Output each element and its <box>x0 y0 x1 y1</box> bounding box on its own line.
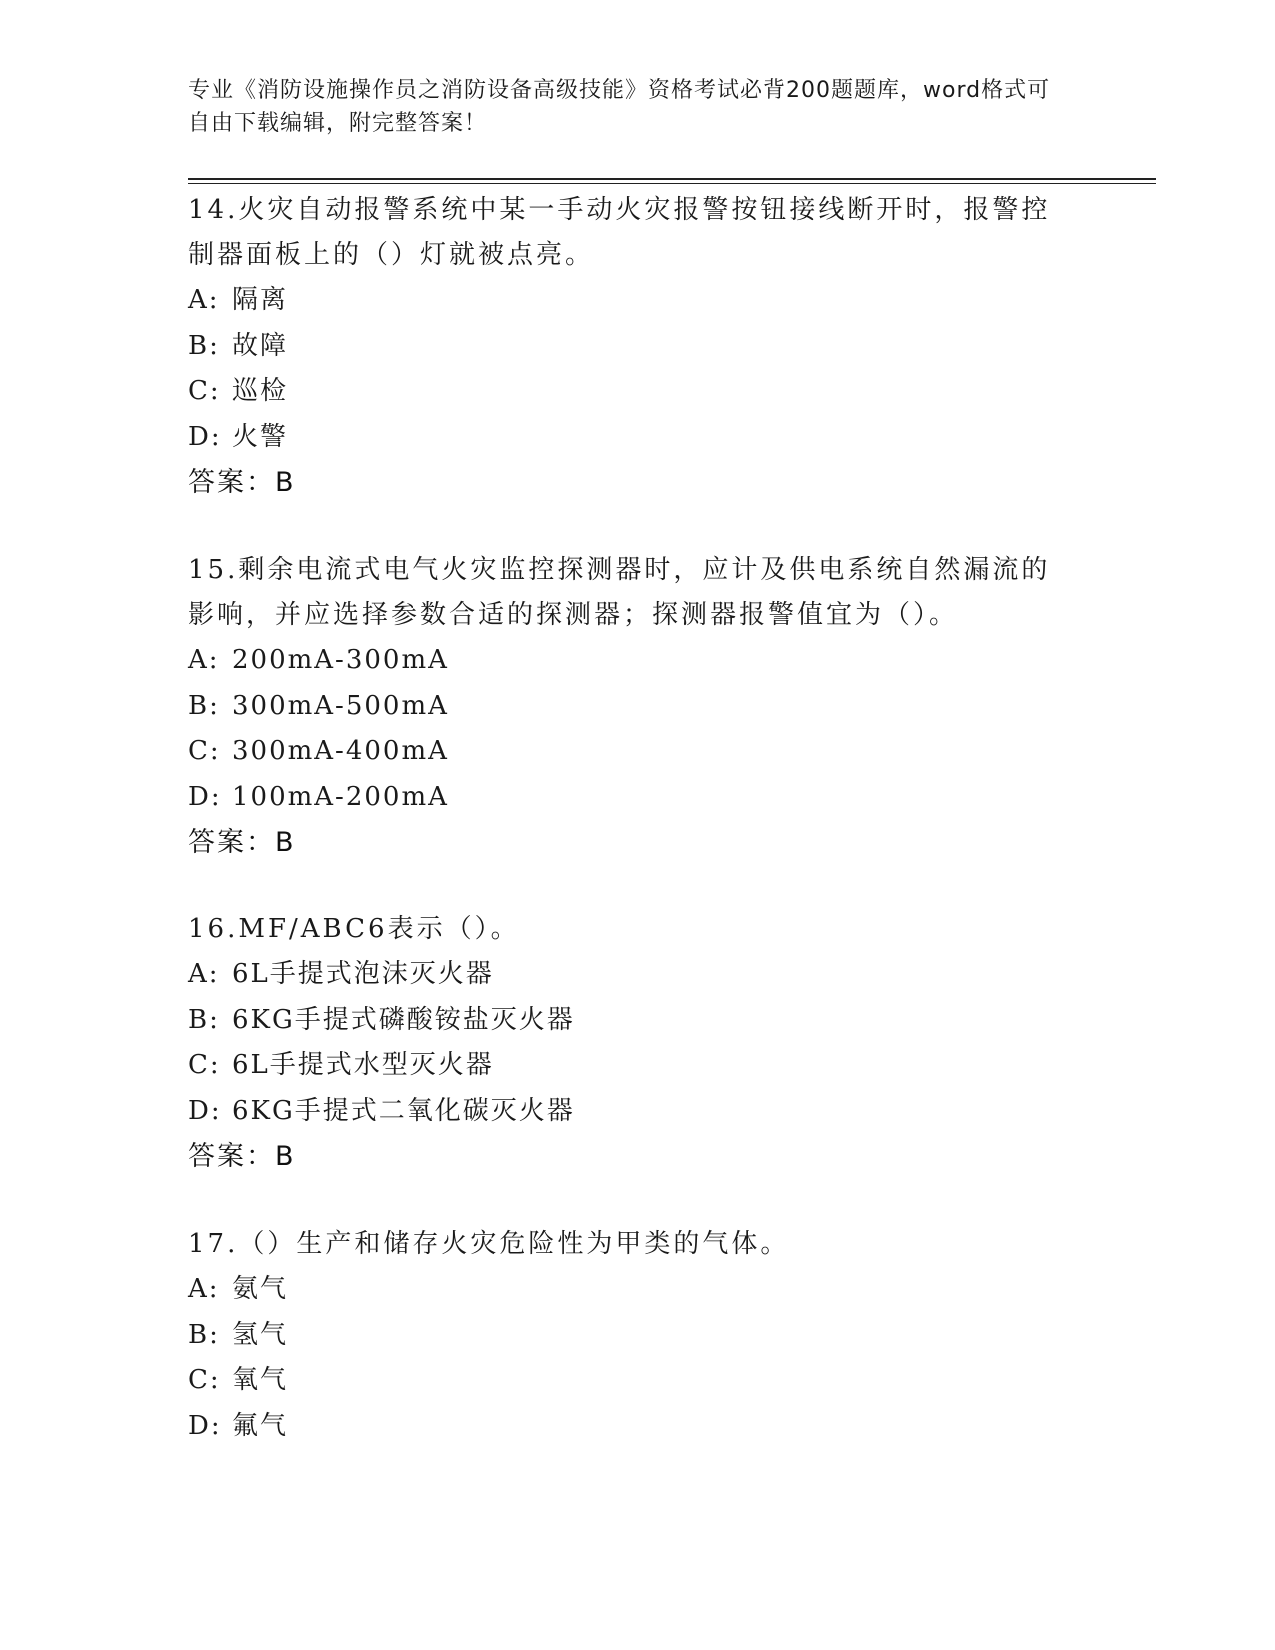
option-text: 6L手提式泡沫灭火器 <box>232 959 494 989</box>
option-text: 氟气 <box>232 1410 289 1441</box>
option-label: B: <box>188 1319 220 1350</box>
option-c <box>188 1043 1088 1089</box>
option-b <box>188 324 1088 370</box>
option-label: C: <box>188 1050 221 1080</box>
question-stem: 16.MF/ABC6表示（）。 <box>188 914 520 944</box>
option-label: B: <box>188 690 220 721</box>
option-text: 6KG手提式磷酸铵盐灭火器 <box>232 1004 575 1035</box>
option-label: A: <box>188 285 220 315</box>
question-stem: 15.剩余电流式电气火灾监控探测器时，应计及供电系统自然漏流的影响，并应选择参数合适的探测器；探测器报警值宜为（）。 <box>188 555 1051 630</box>
option-text: 300mA-500mA <box>232 690 449 721</box>
option-d <box>188 415 1088 461</box>
option-b <box>188 684 1088 730</box>
option-text: 氨气 <box>232 1274 289 1304</box>
option-a <box>188 952 1088 998</box>
question-stem: 14.火灾自动报警系统中某一手动火灾报警按钮接线断开时，报警控制器面板上的（）灯就被点亮。 <box>188 195 1051 270</box>
option-label: D: <box>188 1410 222 1441</box>
option-d <box>188 775 1088 821</box>
option-text: 6KG手提式二氧化碳灭火器 <box>232 1095 575 1126</box>
option-b <box>188 998 1088 1044</box>
option-b <box>188 1313 1088 1359</box>
option-label: D: <box>188 781 222 812</box>
option-text: 100mA-200mA <box>232 781 449 812</box>
option-label: D: <box>188 421 222 452</box>
option-label: C: <box>188 376 221 406</box>
question-16 <box>188 907 1088 1179</box>
option-c <box>188 369 1088 415</box>
option-label: A: <box>188 645 220 675</box>
option-text: 6L手提式水型灭火器 <box>232 1050 494 1080</box>
question-stem: 17.（）生产和储存火灾危险性为甲类的气体。 <box>188 1229 790 1259</box>
option-text: 隔离 <box>232 285 289 315</box>
option-label: D: <box>188 1095 222 1126</box>
question-17 <box>188 1222 1088 1449</box>
option-text: 巡检 <box>232 376 289 406</box>
question-14 <box>188 188 1088 505</box>
option-label: A: <box>188 1274 220 1304</box>
option-d <box>188 1404 1088 1450</box>
option-text: 氧气 <box>232 1365 289 1395</box>
answer-line: 答案：B <box>188 827 296 858</box>
option-a <box>188 1267 1088 1313</box>
question-15 <box>188 548 1088 865</box>
option-text: 200mA-300mA <box>232 645 449 675</box>
answer-line: 答案：B <box>188 1141 296 1172</box>
answer-line: 答案：B <box>188 467 296 498</box>
header-divider-bottom <box>188 183 1156 184</box>
option-label: B: <box>188 1004 220 1035</box>
option-label: B: <box>188 330 220 361</box>
option-text: 氢气 <box>232 1319 289 1350</box>
option-d <box>188 1089 1088 1135</box>
option-c <box>188 729 1088 775</box>
option-text: 故障 <box>232 330 289 361</box>
option-label: C: <box>188 1365 221 1395</box>
header-divider-top <box>188 178 1156 180</box>
option-a <box>188 638 1088 684</box>
option-text: 火警 <box>232 421 289 452</box>
document-header: 专业《消防设施操作员之消防设备高级技能》资格考试必背200题题库，word格式可自由下载编辑，附完整答案！ <box>188 78 1051 136</box>
option-a <box>188 278 1088 324</box>
option-text: 300mA-400mA <box>232 736 449 766</box>
option-c <box>188 1358 1088 1404</box>
option-label: A: <box>188 959 220 989</box>
option-label: C: <box>188 736 221 766</box>
